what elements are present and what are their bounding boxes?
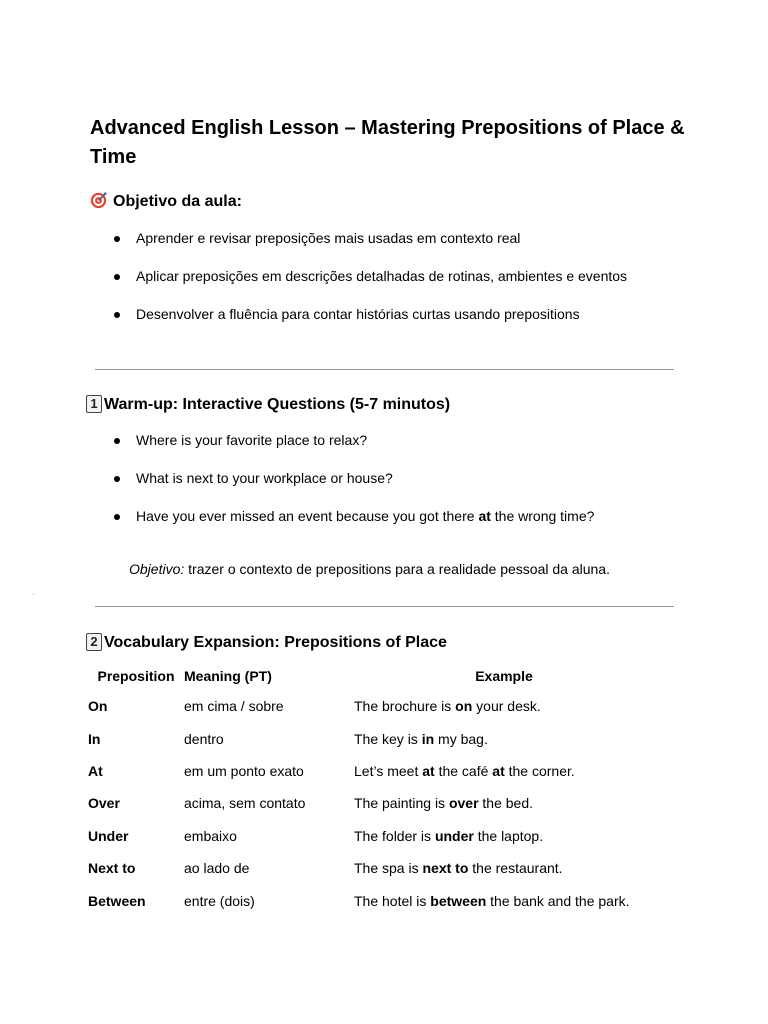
bullet-icon xyxy=(114,312,120,318)
list-item-text: Desenvolver a fluência para contar histórias curtas usando prepositions xyxy=(136,306,580,322)
keycap-number-icon: 2 xyxy=(86,633,102,651)
example-cell: Let’s meet at the café at the corner. xyxy=(354,762,575,779)
warmup-list xyxy=(114,432,594,546)
example-cell: The hotel is between the bank and the park. xyxy=(354,892,630,909)
list-item-text: Where is your favorite place to relax? xyxy=(136,432,368,448)
preposition-cell: In xyxy=(88,730,101,747)
section-divider xyxy=(95,369,674,370)
objective-list xyxy=(114,230,627,344)
meaning-cell: dentro xyxy=(184,730,224,747)
page-title: Advanced English Lesson – Mastering Prepositions of Place & Time xyxy=(90,117,685,168)
example-cell: The key is in my bag. xyxy=(354,730,488,747)
meaning-cell: embaixo xyxy=(184,827,237,844)
list-item xyxy=(114,306,627,344)
list-item xyxy=(114,432,594,470)
bullet-icon xyxy=(114,438,120,444)
list-item xyxy=(114,470,594,508)
list-item-text: What is next to your workplace or house? xyxy=(136,470,393,486)
list-item-text: Aprender e revisar preposições mais usadas em contexto real xyxy=(136,230,521,246)
list-item xyxy=(114,508,594,546)
preposition-cell: At xyxy=(88,762,103,779)
table-row xyxy=(88,722,654,754)
table-row xyxy=(88,690,654,722)
stray-mark xyxy=(33,594,34,595)
preposition-cell: On xyxy=(88,698,108,715)
meaning-cell: em cima / sobre xyxy=(184,698,284,715)
example-cell: The brochure is on your desk. xyxy=(354,698,541,715)
table-row xyxy=(88,884,654,916)
vocab-heading-text: Vocabulary Expansion: Prepositions of Place xyxy=(104,634,447,651)
preposition-cell: Under xyxy=(88,827,129,844)
list-item xyxy=(114,230,627,268)
list-item-text: Aplicar preposições em descrições detalhadas de rotinas, ambientes e eventos xyxy=(136,268,628,284)
column-header: Meaning (PT) xyxy=(184,668,272,684)
table-header-row xyxy=(88,662,654,690)
bullet-icon xyxy=(114,274,120,280)
table-row xyxy=(88,820,654,852)
objective-heading xyxy=(90,192,242,212)
example-cell: The folder is under the laptop. xyxy=(354,827,544,844)
section-divider xyxy=(95,606,674,607)
prepositions-table xyxy=(88,662,654,917)
preposition-cell: Between xyxy=(88,892,146,909)
column-header: Example xyxy=(475,668,533,684)
preposition-cell: Next to xyxy=(88,860,136,877)
table-row xyxy=(88,852,654,884)
meaning-cell: acima, sem contato xyxy=(184,795,306,812)
table-row xyxy=(88,787,654,819)
note-label: Objetivo: xyxy=(129,561,185,577)
bullet-icon xyxy=(114,236,120,242)
meaning-cell: entre (dois) xyxy=(184,892,255,909)
meaning-cell: ao lado de xyxy=(184,860,250,877)
target-icon xyxy=(90,192,107,209)
bullet-icon xyxy=(114,476,120,482)
column-header: Preposition xyxy=(97,668,175,684)
example-cell: The painting is over the bed. xyxy=(354,795,534,812)
meaning-cell: em um ponto exato xyxy=(184,762,304,779)
preposition-cell: Over xyxy=(88,795,120,812)
warmup-heading xyxy=(86,395,450,415)
table-row xyxy=(88,755,654,787)
example-cell: The spa is next to the restaurant. xyxy=(354,860,563,877)
bullet-icon xyxy=(114,514,120,520)
note-text: trazer o contexto de prepositions para a realidade pessoal da aluna. xyxy=(184,561,610,577)
keycap-number-icon: 1 xyxy=(86,395,102,413)
vocab-heading xyxy=(86,633,447,653)
warmup-heading-text: Warm-up: Interactive Questions (5-7 minutos) xyxy=(104,396,451,413)
objective-heading-text: Objetivo da aula: xyxy=(113,193,242,210)
list-item-text: Have you ever missed an event because you got there at the wrong time? xyxy=(136,508,595,524)
objective-note xyxy=(129,561,610,578)
list-item xyxy=(114,268,627,306)
